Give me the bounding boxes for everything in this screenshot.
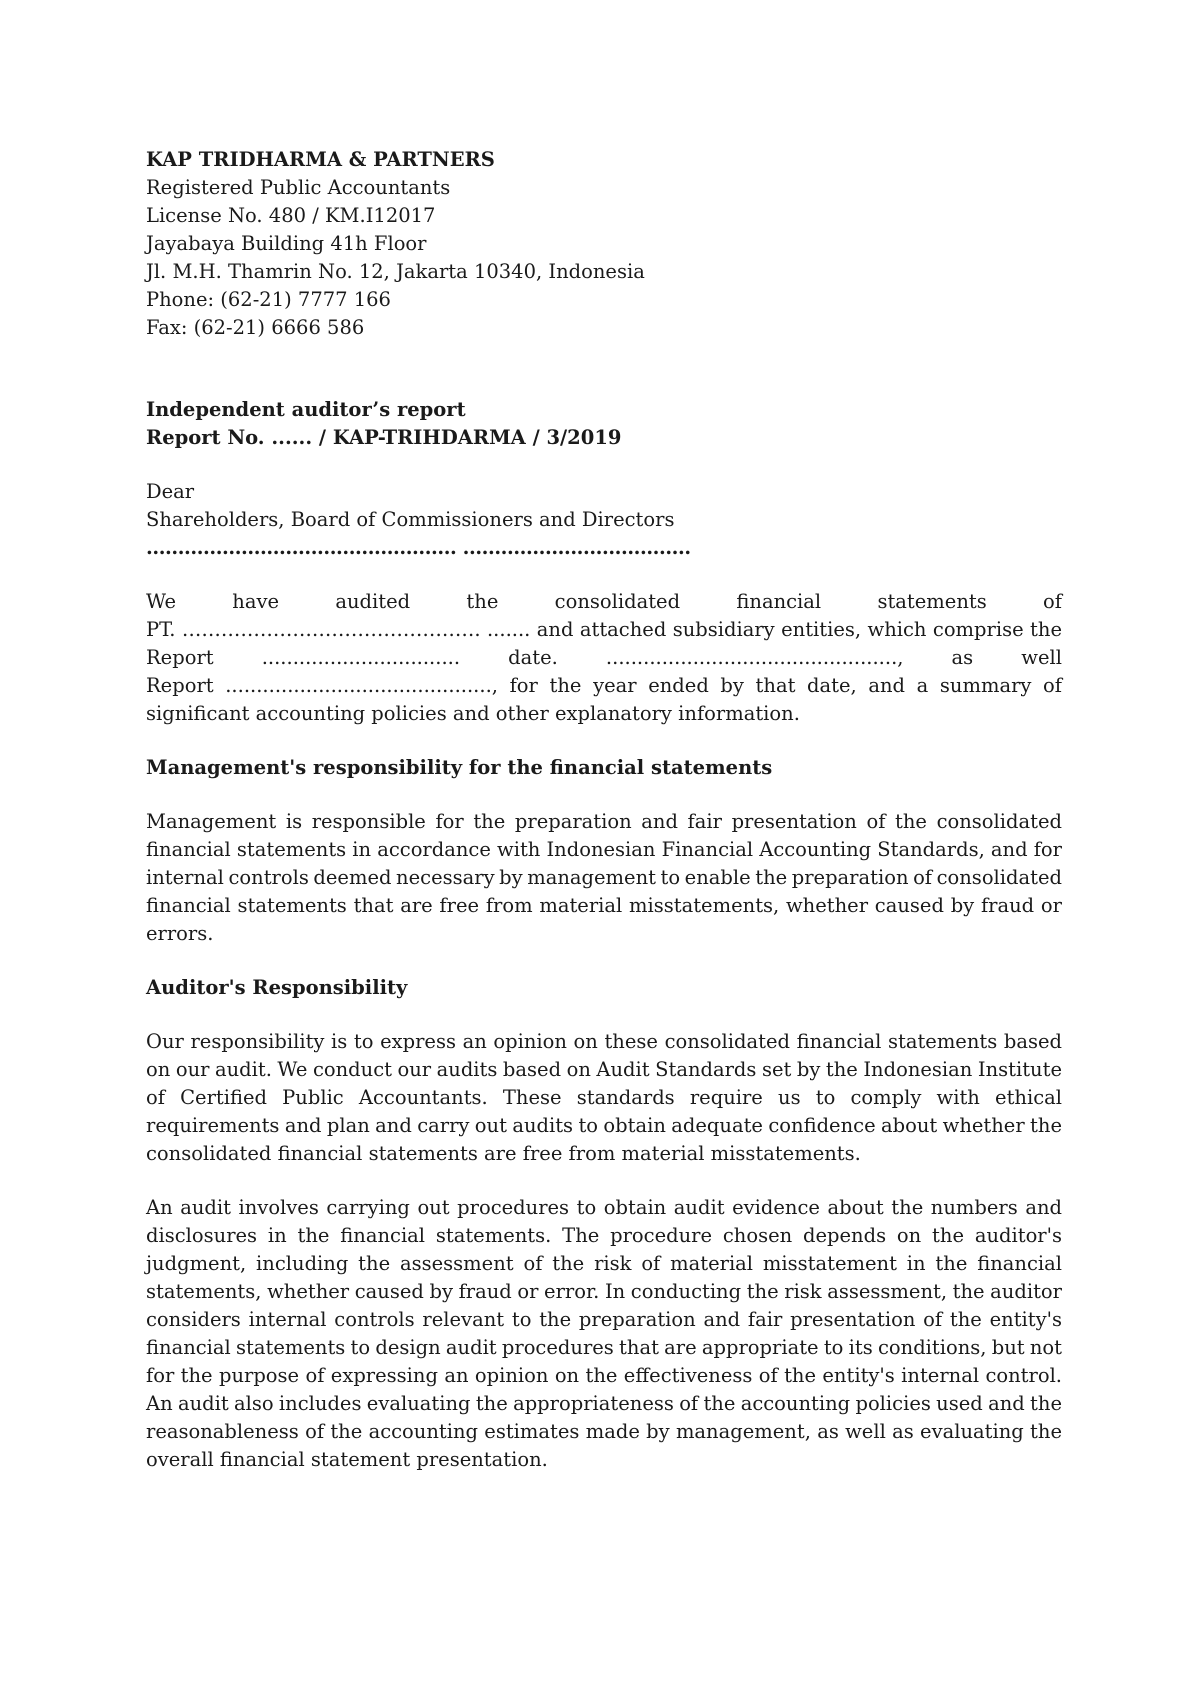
salutation <box>146 478 1062 562</box>
paragraph-line: Report ................................ date. ..............................................., as well <box>146 646 1062 669</box>
paragraph-line: Report ..........................................., for the year ended by that date, and a summary of <box>146 674 1062 697</box>
paragraph-line: financial statements in accordance with Indonesian Financial Accounting Standards, and for <box>146 838 1062 861</box>
paragraph-line: for the purpose of expressing an opinion on the effectiveness of the entity's internal control. <box>146 1364 1062 1387</box>
management-heading: Management's responsibility for the financial statements <box>146 756 773 779</box>
document-page <box>146 146 1062 1474</box>
letterhead-line: Jayabaya Building 41h Floor <box>146 232 427 255</box>
paragraph-line: PT. ………………………………………. ....... and attached subsidiary entities, which comprise the <box>146 618 1062 641</box>
spacer <box>146 728 1062 754</box>
paragraph-line: An audit involves carrying out procedures to obtain audit evidence about the numbers and <box>146 1196 1062 1219</box>
paragraph-line: judgment, including the assessment of the risk of material misstatement in the financial <box>146 1252 1062 1275</box>
paragraph-line: disclosures in the financial statements. The procedure chosen depends on the auditor's <box>146 1224 1062 1247</box>
paragraph-line: on our audit. We conduct our audits based on Audit Standards set by the Indonesian Institute <box>146 1058 1062 1081</box>
paragraph-line: significant accounting policies and other explanatory information. <box>146 702 800 725</box>
paragraph-line: An audit also includes evaluating the appropriateness of the accounting policies used and the <box>146 1392 1062 1415</box>
paragraph-line: errors. <box>146 922 214 945</box>
spacer <box>146 782 1062 808</box>
letterhead-line: Registered Public Accountants <box>146 176 451 199</box>
paragraph-line: financial statements to design audit procedures that are appropriate to its conditions, but not <box>146 1336 1062 1359</box>
letterhead-line: License No. 480 / KM.I12017 <box>146 204 436 227</box>
intro-paragraph <box>146 588 1062 728</box>
spacer <box>146 1168 1062 1194</box>
report-number: Report No. ...... / KAP-TRIHDARMA / 3/2019 <box>146 426 622 449</box>
auditor-heading: Auditor's Responsibility <box>146 976 408 999</box>
paragraph-line: statements, whether caused by fraud or error. In conducting the risk assessment, the auditor <box>146 1280 1062 1303</box>
paragraph-line: consolidated financial statements are free from material misstatements. <box>146 1142 861 1165</box>
auditor-paragraph-2 <box>146 1194 1062 1474</box>
paragraph-line: internal controls deemed necessary by management to enable the preparation of consolidated <box>146 866 1062 889</box>
letterhead-line: Phone: (62-21) 7777 166 <box>146 288 391 311</box>
management-paragraph <box>146 808 1062 948</box>
letterhead-line: Fax: (62-21) 6666 586 <box>146 316 365 339</box>
paragraph-line: considers internal controls relevant to the preparation and fair presentation of the entity's <box>146 1308 1062 1331</box>
paragraph-line: financial statements that are free from material misstatements, whether caused by fraud or <box>146 894 1062 917</box>
auditor-paragraph-1 <box>146 1028 1062 1168</box>
letterhead <box>146 146 1062 342</box>
paragraph-line: Management is responsible for the preparation and fair presentation of the consolidated <box>146 810 1062 833</box>
addressee-placeholder: …………………………………………. ……………………………… <box>146 536 691 559</box>
paragraph-line: We have audited the consolidated financial statements of <box>146 590 1062 613</box>
spacer <box>146 1002 1062 1028</box>
paragraph-line: overall financial statement presentation. <box>146 1448 548 1471</box>
spacer <box>146 948 1062 974</box>
spacer <box>146 452 1062 478</box>
report-title: Independent auditor’s report <box>146 398 466 421</box>
paragraph-line: Our responsibility is to express an opinion on these consolidated financial statements based <box>146 1030 1062 1053</box>
salutation-addressee: Shareholders, Board of Commissioners and Directors <box>146 508 675 531</box>
letterhead-line: Jl. M.H. Thamrin No. 12, Jakarta 10340, Indonesia <box>146 260 645 283</box>
spacer <box>146 342 1062 396</box>
firm-name: KAP TRIDHARMA & PARTNERS <box>146 148 495 171</box>
spacer <box>146 562 1062 588</box>
salutation-dear: Dear <box>146 480 195 503</box>
paragraph-line: requirements and plan and carry out audits to obtain adequate confidence about whether the <box>146 1114 1062 1137</box>
report-header <box>146 396 1062 452</box>
paragraph-line: reasonableness of the accounting estimates made by management, as well as evaluating the <box>146 1420 1062 1443</box>
paragraph-line: of Certified Public Accountants. These standards require us to comply with ethical <box>146 1086 1062 1109</box>
